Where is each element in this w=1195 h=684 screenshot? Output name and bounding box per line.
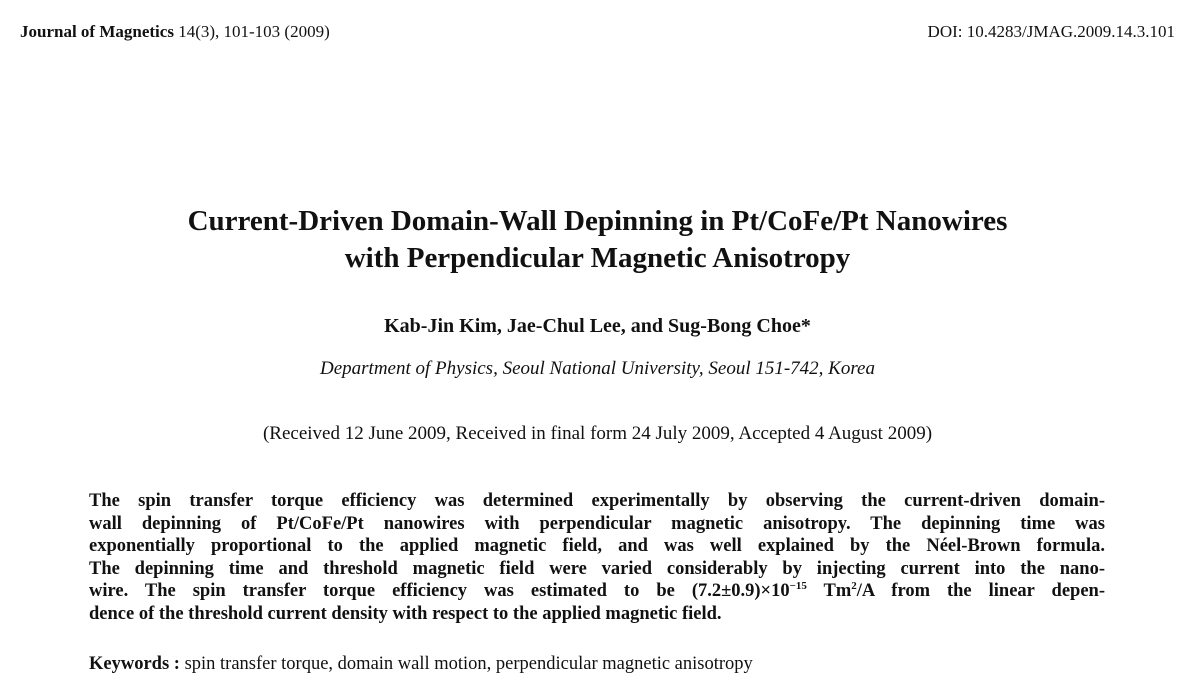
abstract-line-5-a: wire. The spin transfer torque efficiency was estimated to be (7.2±0.9)×10 (89, 581, 790, 601)
abstract-line-2: wall depinning of Pt/CoFe/Pt nanowires with perpendicular magnetic anisotropy. The depinning time was (89, 513, 1105, 534)
journal-citation (20, 22, 330, 42)
abstract-line-5-b: Tm (806, 581, 852, 601)
keywords (89, 654, 753, 675)
received-dates: (Received 12 June 2009, Received in final form 24 July 2009, Accepted 4 August 2009) (262, 423, 933, 444)
title-line-2: with Perpendicular Magnetic Anisotropy (344, 242, 851, 274)
abstract-line-1: The spin transfer torque efficiency was determined experimentally by observing the current-driven domain- (89, 491, 1105, 511)
page-header (20, 22, 1175, 50)
exponent-2: 2 (851, 579, 857, 592)
abstract-line-5-c: /A from the linear depen- (856, 581, 1105, 601)
abstract-line-3: exponentially proportional to the applied magnetic field, and was well explained by the Néel-Brown formula. (89, 536, 1105, 556)
citation-volume: 14(3), 101-103 (2009) (178, 22, 330, 41)
exponent-1: −15 (789, 579, 807, 592)
abstract-line-4: The depinning time and threshold magnetic field were varied considerably by injecting current into the nano- (89, 558, 1105, 579)
keywords-text: spin transfer torque, domain wall motion, perpendicular magnetic anisotropy (179, 654, 753, 674)
authors: Kab-Jin Kim, Jae-Chul Lee, and Sug-Bong Choe* (384, 315, 811, 337)
doi: DOI: 10.4283/JMAG.2009.14.3.101 (927, 22, 1175, 41)
keywords-label: Keywords : (89, 654, 180, 674)
abstract-line-6: dence of the threshold current density with respect to the applied magnetic field. (89, 603, 722, 624)
affiliation: Department of Physics, Seoul National University, Seoul 151-742, Korea (320, 358, 875, 379)
abstract-line-5 (89, 580, 1105, 603)
journal-name: Journal of Magnetics (20, 22, 174, 41)
abstract (89, 490, 1105, 625)
title-line-1: Current-Driven Domain-Wall Depinning in Pt/CoFe/Pt Nanowires (187, 205, 1008, 237)
paper-title (0, 203, 1195, 277)
